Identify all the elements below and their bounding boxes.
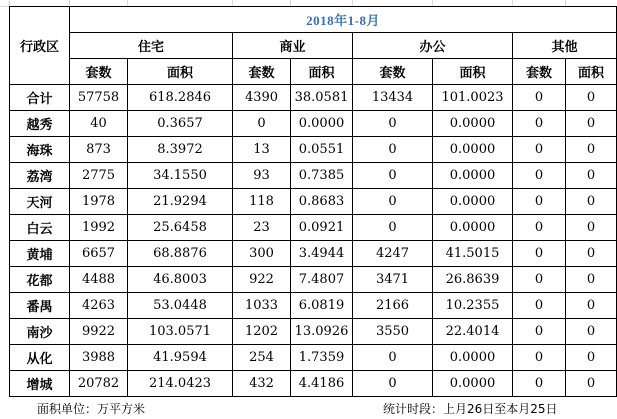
table-cell: 0	[233, 111, 291, 137]
table-row	[10, 163, 617, 189]
period-note: 统计时段：上月26日至本月25日	[383, 402, 558, 416]
table-cell: 4390	[233, 85, 291, 111]
table-cell: 0.3657	[128, 111, 233, 137]
table-row	[10, 137, 617, 163]
table-cell: 254	[233, 345, 291, 371]
table-cell: 0	[566, 241, 617, 267]
table-cell: 0	[513, 345, 566, 371]
table-cell: 0	[513, 111, 566, 137]
table-cell: 0	[353, 345, 433, 371]
table-cell: 0	[566, 189, 617, 215]
table-cell: 0	[566, 293, 617, 319]
district-name: 从化	[10, 345, 70, 371]
subheader-area: 面积	[128, 59, 233, 85]
table-cell: 22.4014	[433, 319, 513, 345]
subheader-count: 套数	[70, 59, 128, 85]
table-cell: 618.2846	[128, 85, 233, 111]
table-cell: 0	[566, 111, 617, 137]
sales-table	[9, 6, 617, 397]
table-row	[10, 241, 617, 267]
table-cell: 432	[233, 371, 291, 397]
table-cell: 21.9294	[128, 189, 233, 215]
table-cell: 57758	[70, 85, 128, 111]
table-row	[10, 293, 617, 319]
table-cell: 0.7385	[291, 163, 353, 189]
subheader-count: 套数	[353, 59, 433, 85]
table-cell: 0	[513, 267, 566, 293]
table-row	[10, 345, 617, 371]
subheader-count: 套数	[513, 59, 566, 85]
table-cell: 214.0423	[128, 371, 233, 397]
table-cell: 41.5015	[433, 241, 513, 267]
table-cell: 3471	[353, 267, 433, 293]
table-cell: 300	[233, 241, 291, 267]
table-cell: 118	[233, 189, 291, 215]
table-row	[10, 267, 617, 293]
table-cell: 0	[513, 371, 566, 397]
table-cell: 0.0000	[433, 345, 513, 371]
table-cell: 6.0819	[291, 293, 353, 319]
table-cell: 0.0921	[291, 215, 353, 241]
table-cell: 0.0000	[291, 111, 353, 137]
table-cell: 3550	[353, 319, 433, 345]
table-cell: 4247	[353, 241, 433, 267]
table-cell: 0	[513, 293, 566, 319]
table-cell: 2166	[353, 293, 433, 319]
table-cell: 23	[233, 215, 291, 241]
subheader-area: 面积	[291, 59, 353, 85]
table-cell: 20782	[70, 371, 128, 397]
table-cell: 7.4807	[291, 267, 353, 293]
table-cell: 0	[566, 319, 617, 345]
table-cell: 0	[353, 189, 433, 215]
table-cell: 41.9594	[128, 345, 233, 371]
table-cell: 3.4944	[291, 241, 353, 267]
table-cell: 0.0000	[433, 111, 513, 137]
table-cell: 0	[513, 215, 566, 241]
table-cell: 0.0000	[433, 215, 513, 241]
district-name: 南沙	[10, 319, 70, 345]
district-name: 增城	[10, 371, 70, 397]
table-cell: 9922	[70, 319, 128, 345]
table-cell: 0	[353, 371, 433, 397]
table-cell: 101.0023	[433, 85, 513, 111]
table-row	[10, 215, 617, 241]
table-cell: 68.8876	[128, 241, 233, 267]
table-cell: 0	[566, 163, 617, 189]
table-cell: 1978	[70, 189, 128, 215]
subheader-area: 面积	[433, 59, 513, 85]
table-cell: 40	[70, 111, 128, 137]
table-cell: 103.0571	[128, 319, 233, 345]
table-row	[10, 111, 617, 137]
table-row	[10, 371, 617, 397]
table-cell: 0	[513, 85, 566, 111]
category-residential: 住宅	[70, 33, 233, 59]
table-cell: 13434	[353, 85, 433, 111]
district-name: 越秀	[10, 111, 70, 137]
table-cell: 1992	[70, 215, 128, 241]
table-cell: 0	[353, 163, 433, 189]
table-cell: 46.8003	[128, 267, 233, 293]
table-cell: 0	[353, 137, 433, 163]
category-commercial: 商业	[233, 33, 353, 59]
district-name: 海珠	[10, 137, 70, 163]
table-cell: 0.8683	[291, 189, 353, 215]
district-name: 天河	[10, 189, 70, 215]
table-row	[10, 319, 617, 345]
table-row	[10, 85, 617, 111]
table-cell: 13.0926	[291, 319, 353, 345]
table-cell: 0	[513, 137, 566, 163]
table-cell: 25.6458	[128, 215, 233, 241]
table-cell: 0	[566, 137, 617, 163]
table-cell: 0.0000	[433, 371, 513, 397]
category-office: 办公	[353, 33, 513, 59]
table-cell: 0	[353, 111, 433, 137]
table-cell: 2775	[70, 163, 128, 189]
period-title: 2018年1-8月	[70, 7, 617, 33]
table-cell: 53.0448	[128, 293, 233, 319]
subheader-area: 面积	[566, 59, 617, 85]
table-cell: 4488	[70, 267, 128, 293]
table-cell: 0.0000	[433, 163, 513, 189]
district-name: 合计	[10, 85, 70, 111]
table-cell: 0	[513, 163, 566, 189]
table-cell: 0	[566, 267, 617, 293]
table-cell: 93	[233, 163, 291, 189]
district-name: 番禺	[10, 293, 70, 319]
district-name: 黄埔	[10, 241, 70, 267]
table-cell: 38.0581	[291, 85, 353, 111]
table-row	[10, 189, 617, 215]
table-cell: 0	[353, 215, 433, 241]
table-cell: 26.8639	[433, 267, 513, 293]
district-name: 花都	[10, 267, 70, 293]
table-cell: 0.0000	[433, 189, 513, 215]
table-cell: 1033	[233, 293, 291, 319]
table-cell: 0	[566, 215, 617, 241]
table-cell: 0	[566, 371, 617, 397]
row-header-district: 行政区	[10, 7, 70, 85]
table-cell: 4263	[70, 293, 128, 319]
table-cell: 4.4186	[291, 371, 353, 397]
table-cell: 1.7359	[291, 345, 353, 371]
table-cell: 922	[233, 267, 291, 293]
table-cell: 10.2355	[433, 293, 513, 319]
district-name: 荔湾	[10, 163, 70, 189]
table-cell: 0	[513, 241, 566, 267]
table-cell: 34.1550	[128, 163, 233, 189]
table-cell: 0	[566, 85, 617, 111]
category-other: 其他	[513, 33, 617, 59]
subheader-count: 套数	[233, 59, 291, 85]
table-cell: 873	[70, 137, 128, 163]
table-cell: 8.3972	[128, 137, 233, 163]
district-name: 白云	[10, 215, 70, 241]
area-unit-note: 面积单位：万平方米	[37, 402, 146, 416]
table-cell: 0.0551	[291, 137, 353, 163]
table-cell: 0	[513, 189, 566, 215]
table-cell: 3988	[70, 345, 128, 371]
table-cell: 1202	[233, 319, 291, 345]
table-cell: 0	[566, 345, 617, 371]
table-cell: 0	[513, 319, 566, 345]
table-cell: 0.0000	[433, 137, 513, 163]
table-cell: 13	[233, 137, 291, 163]
table-cell: 6657	[70, 241, 128, 267]
